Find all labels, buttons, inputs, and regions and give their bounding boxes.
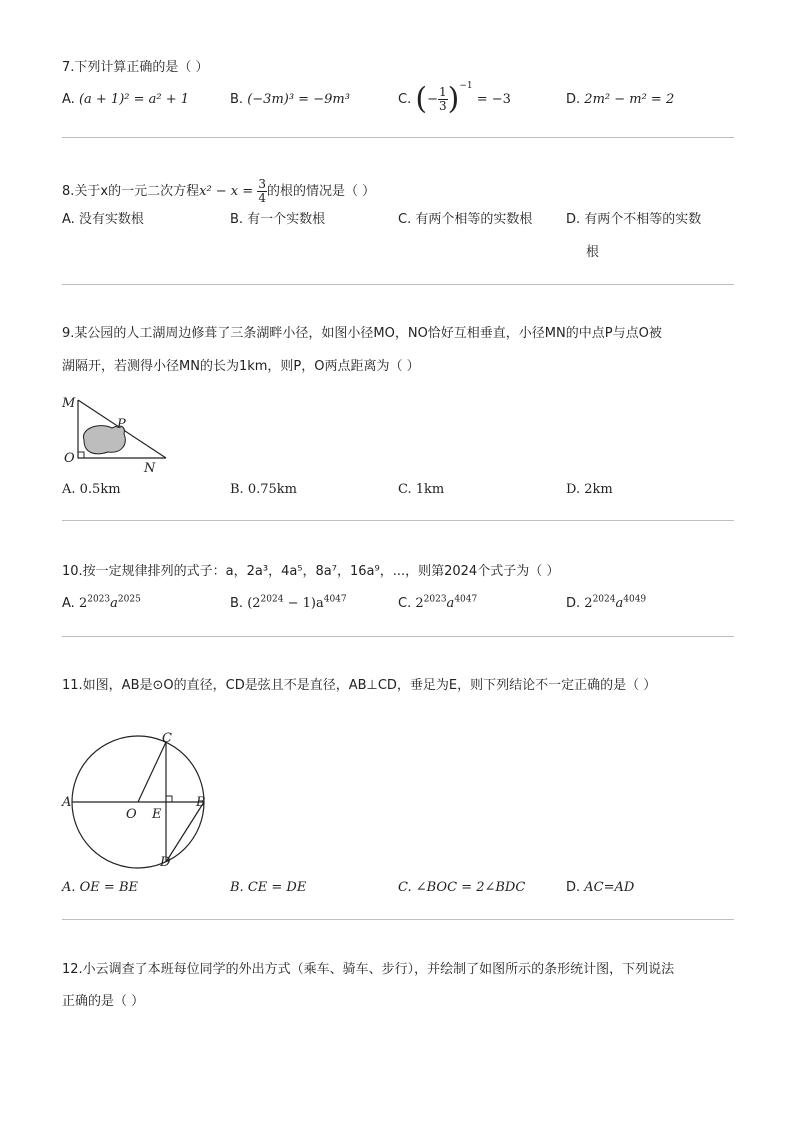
- q11-label-e: E: [152, 807, 162, 822]
- q8-option-a[interactable]: A. 没有实数根: [62, 212, 144, 227]
- q7-option-b[interactable]: B. (−3m)³ = −9m³: [230, 92, 350, 107]
- q9-label-p: P: [117, 417, 126, 432]
- q9-label-o: O: [64, 451, 75, 466]
- q11-option-d[interactable]: D. AC=AD: [566, 880, 635, 895]
- q10-stem: 10.按一定规律排列的式子：a，2a³，4a⁵，8a⁷，16a⁹，...，则第2024个式子为（ ）: [62, 564, 560, 579]
- q11-option-b[interactable]: B. CE = DE: [230, 880, 307, 895]
- q8-option-c[interactable]: C. 有两个相等的实数根: [398, 212, 533, 227]
- q11-label-o: O: [126, 807, 137, 822]
- question-8: [62, 172, 734, 272]
- q10-option-c[interactable]: C. $2^{2023}a^{4047}$: [398, 594, 478, 611]
- q8-stem: 8.关于x的一元二次方程x² − x = $\frac{3}{4}$ 的根的情况是（ ）: [62, 177, 376, 205]
- q11-label-c: C: [162, 731, 172, 746]
- question-10: [62, 562, 734, 622]
- q10-option-d[interactable]: D. $2^{2024}a^{4049}$: [566, 594, 647, 611]
- q11-stem: 11.如图，AB是⊙O的直径，CD是弦且不是直径，AB⊥CD，垂足为E，则下列结论不一定正确的是（ ）: [62, 678, 657, 693]
- q8-option-d-continued: 根: [586, 245, 600, 260]
- q11-label-b: B: [196, 795, 206, 810]
- separator: [62, 919, 734, 920]
- question-12: [62, 960, 734, 1020]
- q11-label-d: D: [160, 855, 171, 870]
- q7-option-c[interactable]: C. (− $\frac{1}{3}$ )$^{-1}$ = −3: [398, 80, 511, 117]
- q10-option-a[interactable]: A. $2^{2023}a^{2025}$: [62, 594, 141, 611]
- separator: [62, 284, 734, 285]
- q12-stem-line-1: 12.小云调查了本班每位同学的外出方式（乘车、骑车、步行），并绘制了如图所示的条形统计图，下列说法: [62, 962, 675, 977]
- q9-figure: [62, 392, 182, 476]
- q7-option-d[interactable]: D. 2m² − m² = 2: [566, 92, 675, 107]
- q11-option-c[interactable]: C. ∠BOC = 2∠BDC: [398, 880, 526, 895]
- q9-option-b[interactable]: B. 0.75km: [230, 482, 297, 497]
- q9-option-d[interactable]: D. 2km: [566, 482, 613, 497]
- separator: [62, 137, 734, 138]
- q8-option-d[interactable]: D. 有两个不相等的实数: [566, 212, 702, 227]
- q7-option-a[interactable]: A. (a + 1)² = a² + 1: [62, 92, 190, 107]
- q9-stem-line-2: 湖隔开，若测得小径MN的长为1km，则P，O两点距离为（ ）: [62, 359, 420, 374]
- q12-stem-line-2: 正确的是（ ）: [62, 994, 145, 1009]
- separator: [62, 520, 734, 521]
- q9-option-c[interactable]: C. 1km: [398, 482, 445, 497]
- question-11: [62, 676, 734, 906]
- q9-option-a[interactable]: A. 0.5km: [62, 482, 121, 497]
- q11-label-a: A: [62, 795, 72, 810]
- q7-stem: 7.下列计算正确的是（ ）: [62, 60, 209, 75]
- question-9: [62, 324, 734, 504]
- question-7: [62, 58, 734, 128]
- q8-option-b[interactable]: B. 有一个实数根: [230, 212, 326, 227]
- separator: [62, 636, 734, 637]
- q11-figure: [62, 730, 222, 880]
- q9-label-m: M: [62, 396, 76, 411]
- q10-option-b[interactable]: B. $(2^{2024} - 1)a^{4047}$: [230, 594, 347, 611]
- q11-option-a[interactable]: A. OE = BE: [62, 880, 139, 895]
- q9-stem-line-1: 9.某公园的人工湖周边修葺了三条湖畔小径，如图小径MO，NO恰好互相垂直，小径MN的中点P与点O被: [62, 326, 662, 341]
- q9-label-n: N: [144, 461, 156, 476]
